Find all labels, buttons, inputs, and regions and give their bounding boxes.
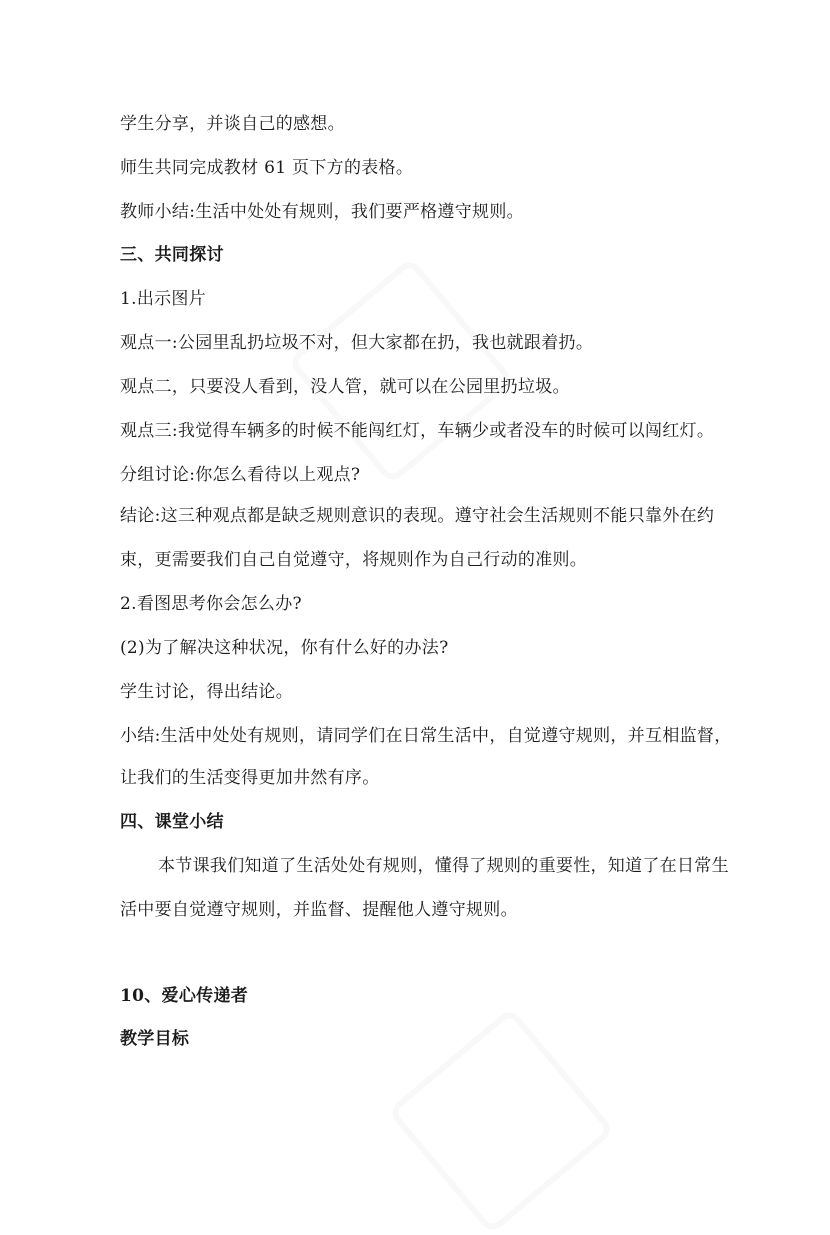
watermark-mark [387, 1007, 615, 1235]
text-line: 1.出示图片 [120, 289, 207, 309]
text-line: 2.看图思考你会怎么办? [120, 594, 302, 614]
text-line: 学生分享，并谈自己的感想。 [120, 114, 345, 134]
text-line: 观点三:我觉得车辆多的时候不能闯红灯，车辆少或者没车的时候可以闯红灯。 [120, 421, 715, 441]
section-heading: 教学目标 [120, 1029, 190, 1049]
text-line: 束，更需要我们自己自觉遵守，将规则作为自己行动的准则。 [120, 550, 588, 570]
text-line: 让我们的生活变得更加井然有序。 [120, 768, 380, 788]
text-line: 本节课我们知道了生活处处有规则，懂得了规则的重要性，知道了在日常生 [158, 856, 729, 876]
text-line: 小结:生活中处处有规则，请同学们在日常生活中，自觉遵守规则，并互相监督， [120, 726, 732, 746]
lesson-title: 10、爱心传递者 [120, 986, 249, 1006]
text-line: 师生共同完成教材 61 页下方的表格。 [120, 158, 414, 178]
watermark-mark [287, 257, 515, 485]
text-line: 观点一:公园里乱扔垃圾不对，但大家都在扔，我也就跟着扔。 [120, 333, 594, 353]
section-heading: 四、课堂小结 [120, 812, 224, 832]
text-line: (2)为了解决这种状况，你有什么好的办法? [120, 638, 449, 658]
text-line: 活中要自觉遵守规则，并监督、提醒他人遵守规则。 [120, 900, 518, 920]
text-line: 教师小结:生活中处处有规则，我们要严格遵守规则。 [120, 202, 524, 222]
text-line: 观点二，只要没人看到，没人管，就可以在公园里扔垃圾。 [120, 377, 570, 397]
section-heading: 三、共同探讨 [120, 245, 224, 265]
text-line: 结论:这三种观点都是缺乏规则意识的表现。遵守社会生活规则不能只靠外在约 [120, 506, 715, 526]
text-line: 学生讨论，得出结论。 [120, 682, 293, 702]
text-line: 分组讨论:你怎么看待以上观点? [120, 465, 361, 485]
